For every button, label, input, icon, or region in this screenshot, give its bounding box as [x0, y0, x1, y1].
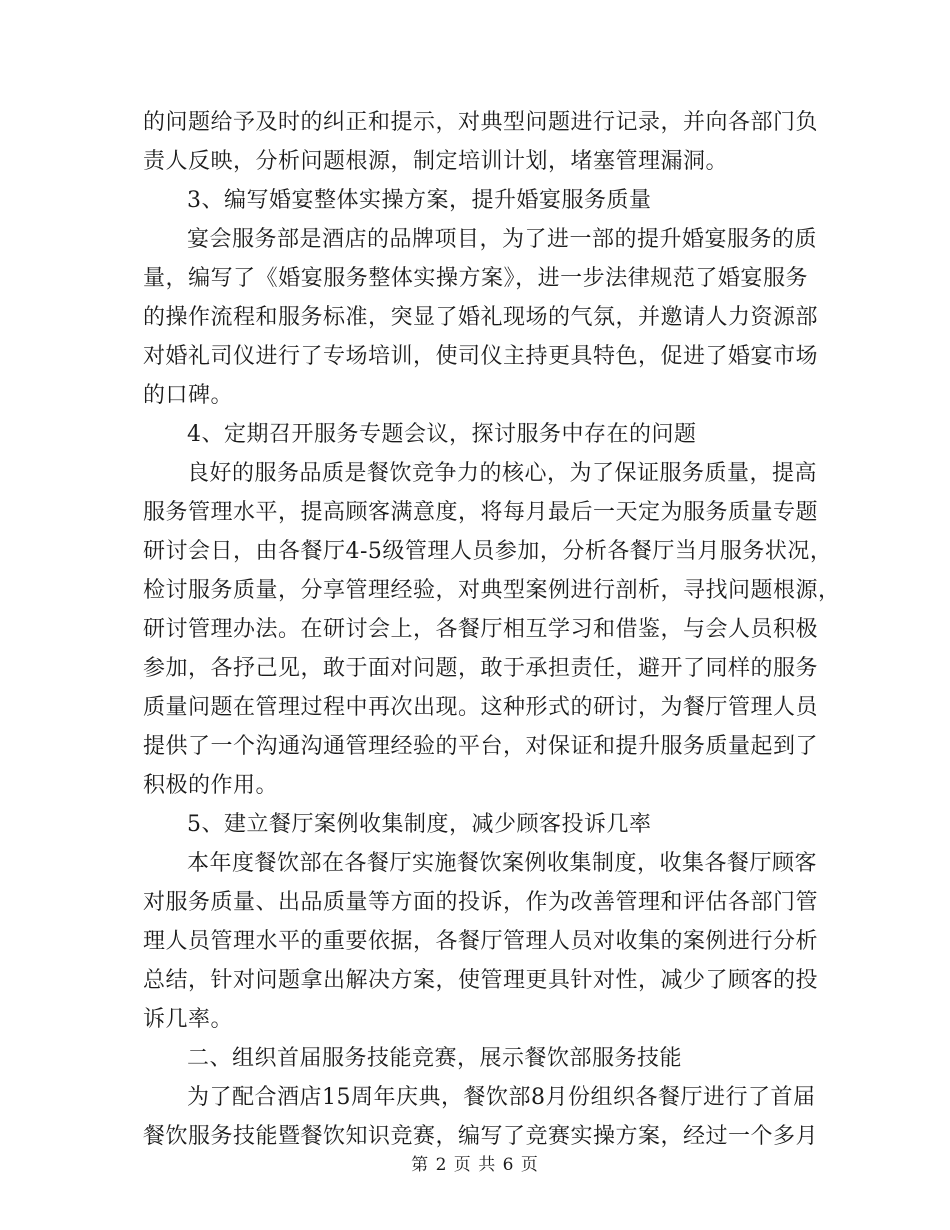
section-heading: 3、编写婚宴整体实操方案，提升婚宴服务质量	[187, 188, 652, 213]
text-line: 研讨会日，由各餐厅4-5级管理人员参加，分析各餐厅当月服务状况，	[143, 539, 833, 564]
section-heading: 4、定期召开服务专题会议，探讨服务中存在的问题	[187, 422, 697, 447]
text-line: 量，编写了《婚宴服务整体实操方案》，进一步法律规范了婚宴服务	[143, 266, 808, 291]
body-text	[143, 103, 841, 1156]
text-line: 质量问题在管理过程中再次出现。这种形式的研讨，为餐厅管理人员	[143, 695, 819, 720]
text-line: 宴会服务部是酒店的品牌项目，为了进一部的提升婚宴服务的质	[187, 227, 818, 252]
text-line: 的操作流程和服务标准，突显了婚礼现场的气氛，并邀请人力资源部	[143, 305, 819, 330]
text-line: 对服务质量、出品质量等方面的投诉，作为改善管理和评估各部门管	[143, 890, 819, 915]
text-line: 本年度餐饮部在各餐厅实施餐饮案例收集制度，收集各餐厅顾客	[187, 851, 818, 876]
section-heading: 二、组织首届服务技能竞赛，展示餐饮部服务技能	[187, 1046, 683, 1071]
text-line: 理人员管理水平的重要依据，各餐厅管理人员对收集的案例进行分析	[143, 929, 819, 954]
text-line: 服务管理水平，提高顾客满意度，将每月最后一天定为服务质量专题	[143, 500, 819, 525]
text-line: 研讨管理办法。在研讨会上，各餐厅相互学习和借鉴，与会人员积极	[143, 617, 819, 642]
text-line: 检讨服务质量，分享管理经验，对典型案例进行剖析，寻找问题根源，	[143, 578, 841, 603]
section-heading: 5、建立餐厅案例收集制度，减少顾客投诉几率	[187, 812, 652, 837]
text-line: 餐饮服务技能暨餐饮知识竞赛，编写了竞赛实操方案，经过一个多月	[143, 1124, 819, 1149]
page-footer: 第 2 页 共 6 页	[411, 1155, 539, 1175]
text-line: 对婚礼司仪进行了专场培训，使司仪主持更具特色，促进了婚宴市场	[143, 344, 819, 369]
text-line: 良好的服务品质是餐饮竞争力的核心，为了保证服务质量，提高	[187, 461, 818, 486]
text-line: 的问题给予及时的纠正和提示，对典型问题进行记录，并向各部门负	[143, 110, 819, 135]
text-line: 责人反映，分析问题根源，制定培训计划，堵塞管理漏洞。	[143, 149, 729, 174]
text-line: 总结，针对问题拿出解决方案，使管理更具针对性，减少了顾客的投	[143, 968, 819, 993]
text-line: 诉几率。	[143, 1007, 234, 1032]
text-line: 参加，各抒己见，敢于面对问题，敢于承担责任，避开了同样的服务	[143, 656, 819, 681]
text-line: 的口碑。	[143, 383, 234, 408]
text-line: 提供了一个沟通沟通管理经验的平台，对保证和提升服务质量起到了	[143, 734, 819, 759]
text-line: 积极的作用。	[143, 773, 279, 798]
text-line: 为了配合酒店15周年庆典，餐饮部8月份组织各餐厅进行了首届	[187, 1085, 816, 1110]
